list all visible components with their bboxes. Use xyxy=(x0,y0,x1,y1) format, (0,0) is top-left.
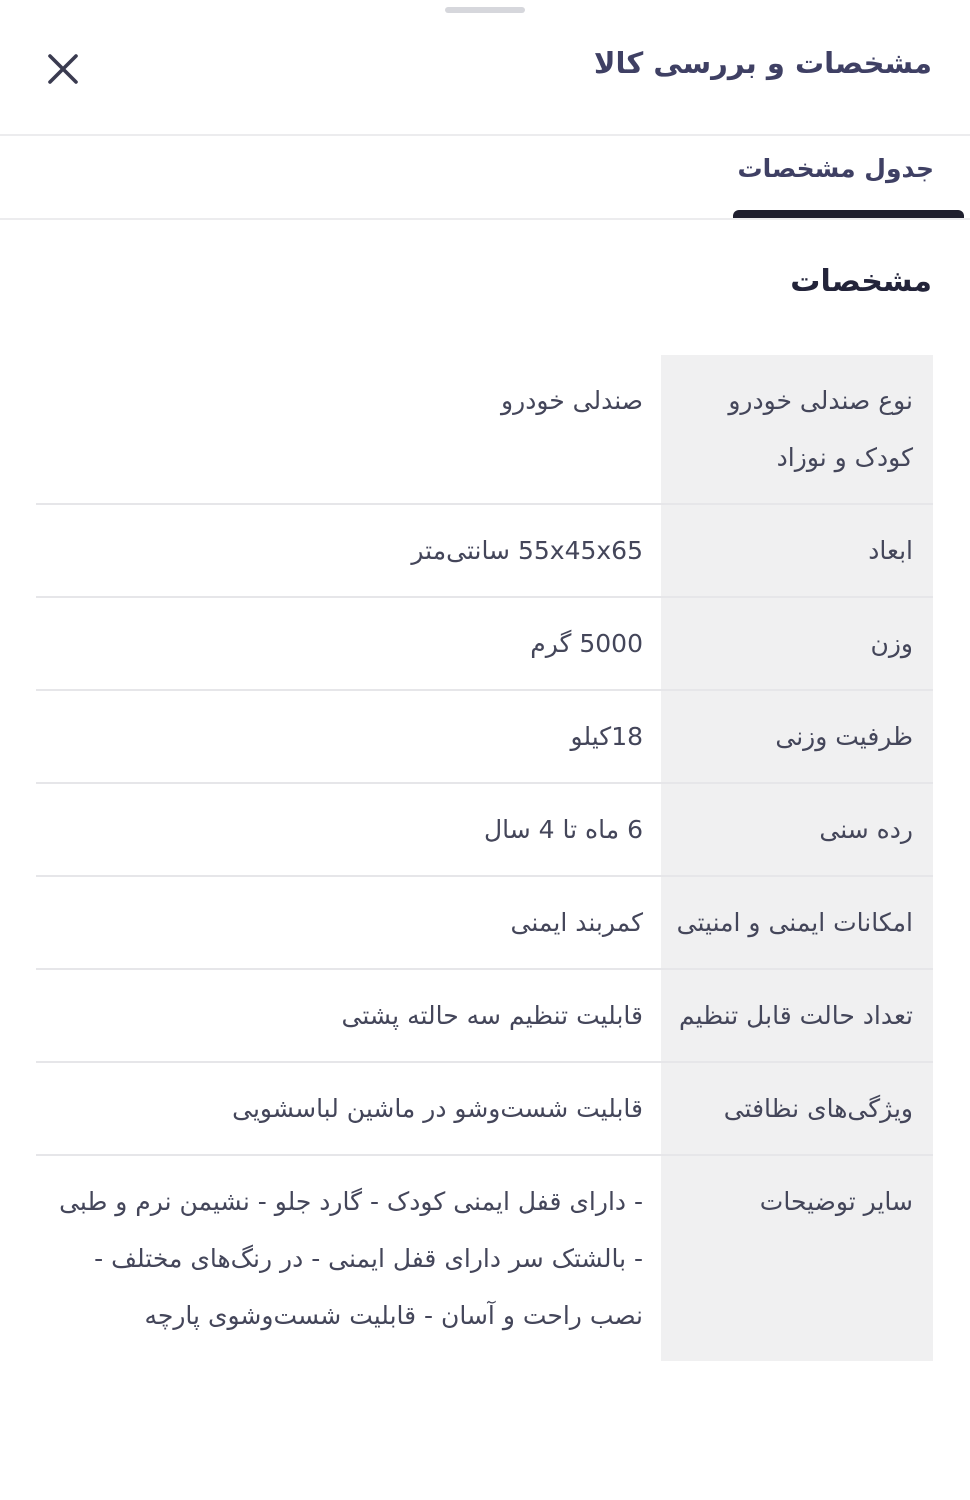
spec-key: وزن xyxy=(661,598,933,689)
spec-value: قابلیت تنظیم سه حالته پشتی xyxy=(341,1001,643,1030)
spec-value: 18کیلو xyxy=(570,722,643,751)
spec-key: ویژگی‌های نظافتی xyxy=(661,1063,933,1154)
spec-key: نوع صندلی خودرو کودک و نوزاد xyxy=(661,355,933,503)
tabs-divider xyxy=(0,218,970,220)
spec-key: سایر توضیحات xyxy=(661,1156,933,1361)
spec-value: 55x45x65 سانتی‌متر xyxy=(411,536,643,565)
spec-key: امکانات ایمنی و امنیتی xyxy=(661,877,933,968)
spec-row xyxy=(36,877,933,970)
spec-key: تعداد حالت قابل تنظیم xyxy=(661,970,933,1061)
spec-value: - دارای قفل ایمنی کودک - گارد جلو - نشیمن نرم و طبی - بالشتک سر دارای قفل ایمنی - در رنگ‌های مختلف - نصب راحت و آسان - قابلیت شست‌وشوی پارچه xyxy=(59,1187,643,1330)
spec-row xyxy=(36,355,933,505)
close-icon xyxy=(42,48,84,90)
drag-handle[interactable] xyxy=(445,7,525,13)
spec-row xyxy=(36,784,933,877)
spec-key: ظرفیت وزنی xyxy=(661,691,933,782)
spec-key: رده سنی xyxy=(661,784,933,875)
spec-table xyxy=(36,355,933,1361)
tab-label: جدول مشخصات xyxy=(737,154,934,183)
spec-value: قابلیت شست‌وشو در ماشین لباسشویی xyxy=(232,1094,643,1123)
spec-value: 6 ماه تا 4 سال xyxy=(483,815,643,844)
spec-row xyxy=(36,1063,933,1156)
spec-row xyxy=(36,691,933,784)
tab-bar xyxy=(0,136,970,220)
spec-row xyxy=(36,970,933,1063)
spec-row xyxy=(36,598,933,691)
spec-value: صندلی خودرو xyxy=(501,386,643,415)
spec-row xyxy=(36,1156,933,1361)
tab-spec-table[interactable] xyxy=(730,136,942,220)
page-title: مشخصات و بررسی کالا xyxy=(593,46,932,80)
close-button[interactable] xyxy=(42,48,84,90)
sheet-header xyxy=(0,20,970,116)
spec-value: 5000 گرم xyxy=(530,629,643,658)
spec-row xyxy=(36,505,933,598)
section-title: مشخصات xyxy=(790,264,932,299)
spec-key: ابعاد xyxy=(661,505,933,596)
spec-value: کمربند ایمنی xyxy=(510,908,643,937)
